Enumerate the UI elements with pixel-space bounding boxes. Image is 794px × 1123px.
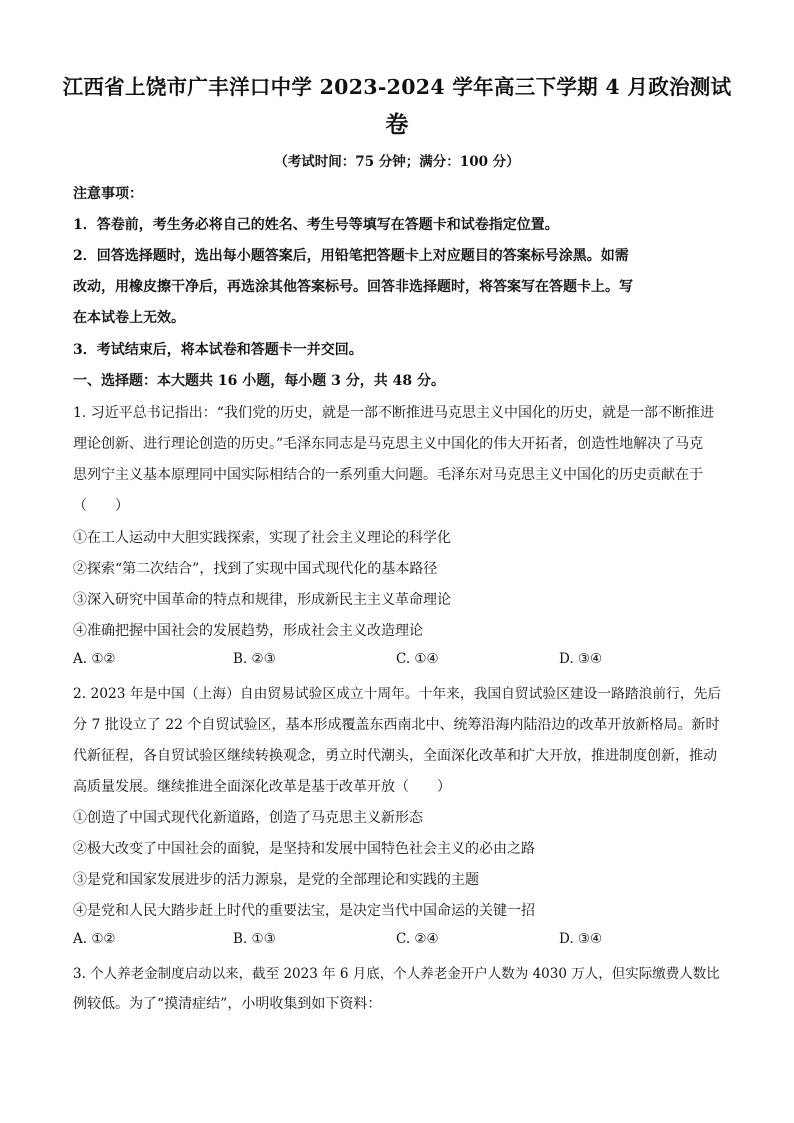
- q2-option-b[interactable]: B. ①③: [233, 931, 276, 947]
- q1-stem-line2: 理论创新、进行理论创造的历史。”毛泽东同志是马克思主义中国化的伟大开拓者，创造性地解决了马克: [73, 436, 704, 452]
- q1-option-c[interactable]: C. ①④: [396, 651, 439, 667]
- q1-option-d[interactable]: D. ③④: [559, 651, 603, 667]
- q2-option-d[interactable]: D. ③④: [559, 931, 603, 947]
- q1-statement-1: ①在工人运动中大胆实践探索，实现了社会主义理论的科学化: [73, 530, 451, 546]
- q2-option-c[interactable]: C. ②④: [396, 931, 439, 947]
- notice-heading: 注意事项：: [73, 186, 143, 202]
- exam-title-line1: 江西省上饶市广丰洋口中学 2023-2024 学年高三下学期 4 月政治测试: [62, 75, 732, 99]
- notice-item-2-line1: 2．回答选择题时，选出每小题答案后，用铅笔把答题卡上对应题目的答案标号涂黑。如需: [73, 248, 629, 264]
- notice-item-3: 3．考试结束后，将本试卷和答题卡一并交回。: [73, 342, 363, 358]
- q1-option-b[interactable]: B. ②③: [233, 651, 276, 667]
- q1-stem-line4: （ ）: [73, 498, 129, 514]
- notice-item-1: 1．答卷前，考生务必将自己的姓名、考生号等填写在答题卡和试卷指定位置。: [73, 217, 559, 233]
- q2-statement-3: ③是党和国家发展进步的活力源泉，是党的全部理论和实践的主题: [73, 872, 479, 888]
- exam-info: （考试时间：75 分钟；满分：100 分）: [274, 154, 520, 170]
- section-heading: 一、选择题：本大题共 16 小题，每小题 3 分，共 48 分。: [73, 373, 445, 389]
- q3-stem-line2: 例较低。为了“摸清症结”，小明收集到如下资料：: [73, 996, 382, 1012]
- q1-stem-line1: 1. 习近平总书记指出：“我们党的历史，就是一部不断推进马克思主义中国化的历史，就是一部不断推进: [73, 405, 714, 421]
- q1-statement-3: ③深入研究中国革命的特点和规律，形成新民主主义革命理论: [73, 592, 451, 608]
- q3-stem-line1: 3. 个人养老金制度启动以来，截至 2023 年 6 月底，个人养老金开户人数为 4030 万人，但实际缴费人数比: [73, 966, 720, 982]
- q2-option-a[interactable]: A. ①②: [73, 931, 116, 947]
- q2-stem-line3: 代新征程，各自贸试验区继续转换观念，勇立时代潮头，全面深化改革和扩大开放，推进制度创新，推动: [73, 748, 717, 764]
- q1-statement-2: ②探索“第二次结合”，找到了实现中国式现代化的基本路径: [73, 561, 438, 577]
- q2-statement-2: ②极大改变了中国社会的面貌，是坚持和发展中国特色社会主义的必由之路: [73, 841, 535, 857]
- notice-item-2-line2: 改动，用橡皮擦干净后，再选涂其他答案标号。回答非选择题时，将答案写在答题卡上。写: [73, 279, 633, 295]
- q1-options: [73, 651, 723, 671]
- notice-item-2-line3: 在本试卷上无效。: [73, 310, 185, 326]
- q2-stem-line4: 高质量发展。继续推进全面深化改革是基于改革开放（ ）: [73, 779, 451, 795]
- q2-stem-line2: 分 7 批设立了 22 个自贸试验区，基本形成覆盖东西南北中、统筹沿海内陆沿边的改革开放新格局。新时: [73, 717, 720, 733]
- q1-statement-4: ④准确把握中国社会的发展趋势，形成社会主义改造理论: [73, 623, 423, 639]
- q2-stem-line1: 2. 2023 年是中国（上海）自由贸易试验区成立十周年。十年来，我国自贸试验区建设一路踏浪前行，先后: [73, 686, 722, 702]
- q2-statement-1: ①创造了中国式现代化新道路，创造了马克思主义新形态: [73, 810, 423, 826]
- exam-title-line2: 卷: [385, 111, 409, 138]
- q2-statement-4: ④是党和人民大踏步赶上时代的重要法宝，是决定当代中国命运的关键一招: [73, 903, 535, 919]
- q1-stem-line3: 思列宁主义基本原理同中国实际相结合的一系列重大问题。毛泽东对马克思主义中国化的历史贡献在于: [73, 467, 703, 483]
- q1-option-a[interactable]: A. ①②: [73, 651, 116, 667]
- q2-options: [73, 931, 723, 951]
